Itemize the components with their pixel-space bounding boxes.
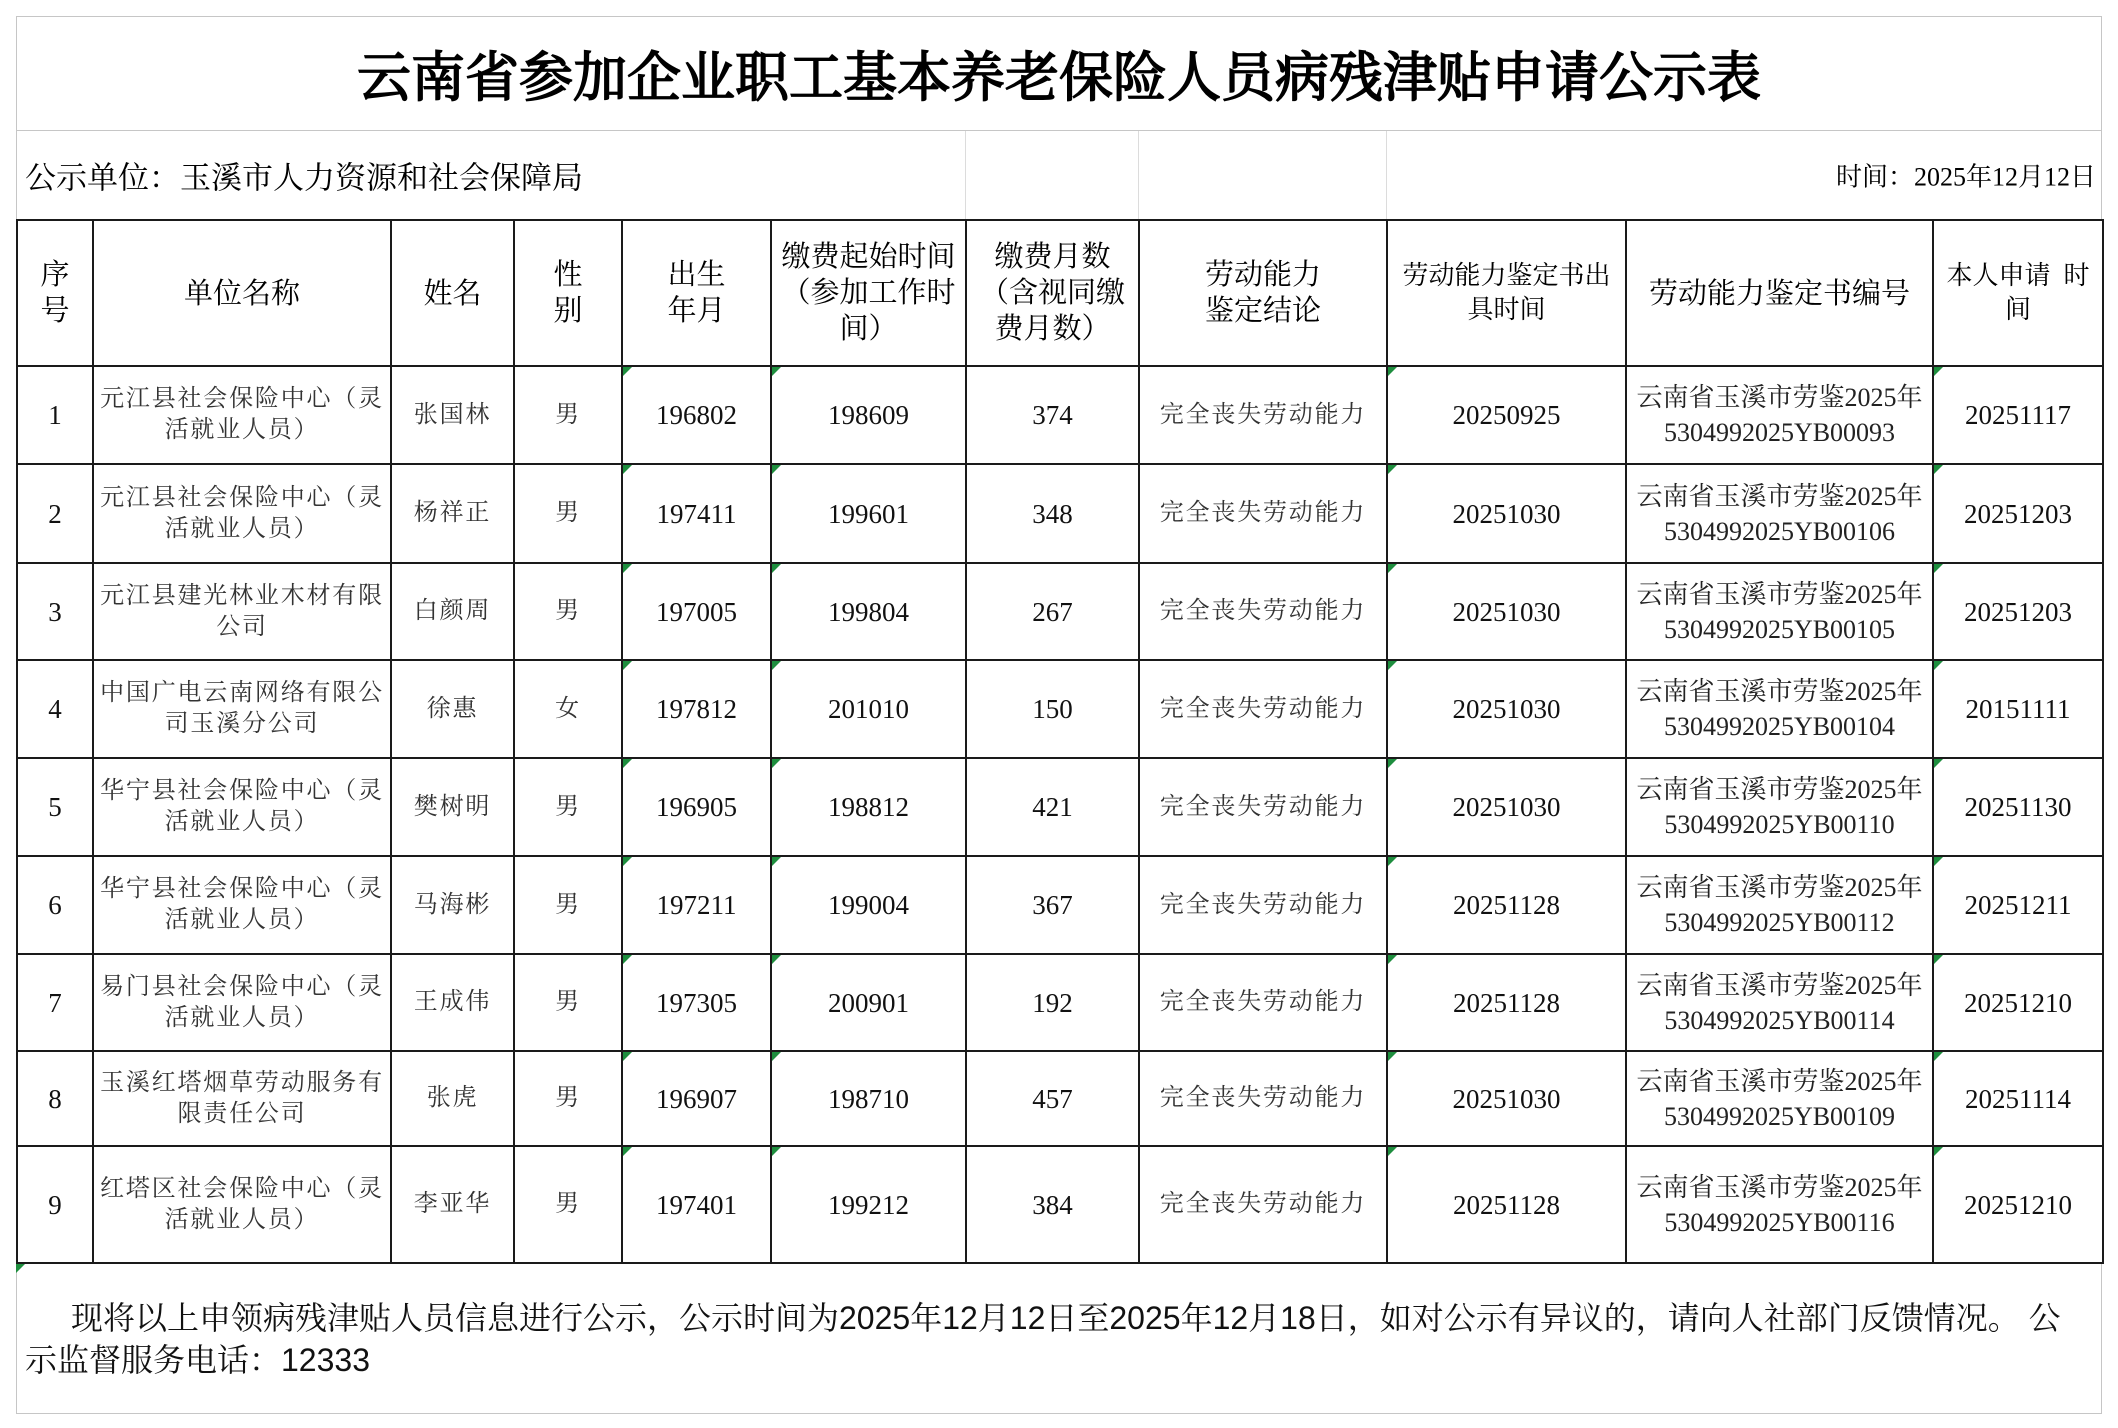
cell-serial: 4: [17, 660, 93, 758]
cell-assessment-cert-no: 云南省玉溪市劳鉴2025年5304992025YB00105: [1626, 563, 1933, 660]
cell-unit-name: 元江县社会保险中心（灵活就业人员）: [93, 366, 391, 464]
cell-gender: 男: [514, 563, 622, 660]
cell-unit-name: 华宁县社会保险中心（灵活就业人员）: [93, 758, 391, 856]
cell-contribution-start: 198812: [771, 758, 966, 856]
cell-application-date: 20251210: [1933, 954, 2103, 1051]
cell-name: 王成伟: [391, 954, 514, 1051]
cell-assessment-cert-no: 云南省玉溪市劳鉴2025年5304992025YB00104: [1626, 660, 1933, 758]
cell-application-date: 20251203: [1933, 563, 2103, 660]
cell-serial: 3: [17, 563, 93, 660]
applicant-table: [16, 219, 2104, 1264]
cell-assessment-date: 20251128: [1387, 856, 1626, 954]
announcement-date: 时间：2025年12月12日: [1835, 162, 2096, 192]
cell-birth-month: 197411: [622, 464, 771, 563]
cell-gender: 男: [514, 464, 622, 563]
cell-name: 樊树明: [391, 758, 514, 856]
cell-contribution-months: 192: [966, 954, 1139, 1051]
cell-name: 张虎: [391, 1051, 514, 1146]
cell-assessment-date: 20251128: [1387, 1146, 1626, 1263]
cell-assessment-conclusion: 完全丧失劳动能力: [1139, 1051, 1387, 1146]
column-header-label: 单位名称: [183, 278, 300, 311]
page-title: 云南省参加企业职工基本养老保险人员病残津贴申请公示表: [357, 45, 1761, 109]
cell-contribution-months: 348: [966, 464, 1139, 563]
column-header-label: 缴费起始时间（参加工作时间）: [781, 241, 956, 345]
cell-assessment-date: 20251030: [1387, 660, 1626, 758]
cell-assessment-conclusion: 完全丧失劳动能力: [1139, 464, 1387, 563]
cell-assessment-date: 20251030: [1387, 563, 1626, 660]
grid-divider: [965, 131, 966, 219]
cell-name: 马海彬: [391, 856, 514, 954]
cell-contribution-start: 198609: [771, 366, 966, 464]
cell-serial: 6: [17, 856, 93, 954]
cell-assessment-date: 20250925: [1387, 366, 1626, 464]
cell-contribution-months: 267: [966, 563, 1139, 660]
cell-birth-month: 197401: [622, 1146, 771, 1263]
cell-name: 徐惠: [391, 660, 514, 758]
cell-birth-month: 196907: [622, 1051, 771, 1146]
cell-assessment-cert-no: 云南省玉溪市劳鉴2025年5304992025YB00114: [1626, 954, 1933, 1051]
cell-name: 李亚华: [391, 1146, 514, 1263]
cell-birth-month: 197005: [622, 563, 771, 660]
footer-notice: [16, 1264, 2102, 1414]
cell-contribution-start: 199804: [771, 563, 966, 660]
cell-assessment-date: 20251030: [1387, 464, 1626, 563]
column-header-label: 姓名: [423, 278, 482, 311]
publisher-label: 公示单位：玉溪市人力资源和社会保障局: [25, 160, 583, 196]
cell-assessment-cert-no: 云南省玉溪市劳鉴2025年5304992025YB00106: [1626, 464, 1933, 563]
column-header-label: 劳动能力鉴定书出具时间: [1402, 261, 1611, 324]
cell-serial: 5: [17, 758, 93, 856]
column-header-assessment-conclusion: [1139, 220, 1387, 366]
cell-assessment-cert-no: 云南省玉溪市劳鉴2025年5304992025YB00110: [1626, 758, 1933, 856]
cell-gender: 男: [514, 366, 622, 464]
cell-birth-month: 197812: [622, 660, 771, 758]
cell-assessment-date: 20251030: [1387, 1051, 1626, 1146]
cell-contribution-months: 384: [966, 1146, 1139, 1263]
column-header-gender: [514, 220, 622, 366]
cell-assessment-cert-no: 云南省玉溪市劳鉴2025年5304992025YB00112: [1626, 856, 1933, 954]
cell-assessment-cert-no: 云南省玉溪市劳鉴2025年5304992025YB00093: [1626, 366, 1933, 464]
cell-assessment-conclusion: 完全丧失劳动能力: [1139, 856, 1387, 954]
cell-application-date: 20151111: [1933, 660, 2103, 758]
cell-gender: 男: [514, 758, 622, 856]
cell-birth-month: 197305: [622, 954, 771, 1051]
column-header-birth-month: [622, 220, 771, 366]
cell-assessment-cert-no: 云南省玉溪市劳鉴2025年5304992025YB00109: [1626, 1051, 1933, 1146]
cell-contribution-start: 199212: [771, 1146, 966, 1263]
column-header-unit: [93, 220, 391, 366]
cell-serial: 2: [17, 464, 93, 563]
cell-serial: 1: [17, 366, 93, 464]
title-row: [16, 16, 2102, 131]
cell-contribution-months: 374: [966, 366, 1139, 464]
cell-contribution-start: 201010: [771, 660, 966, 758]
table-row: [17, 660, 2103, 758]
cell-contribution-start: 199601: [771, 464, 966, 563]
column-header-label: 劳动能力鉴定结论: [1204, 259, 1321, 327]
column-header-assessment-date: [1387, 220, 1626, 366]
cell-assessment-conclusion: 完全丧失劳动能力: [1139, 758, 1387, 856]
column-header-serial: [17, 220, 93, 366]
cell-birth-month: 197211: [622, 856, 771, 954]
cell-application-date: 20251130: [1933, 758, 2103, 856]
cell-contribution-start: 199004: [771, 856, 966, 954]
cell-name: 白颜周: [391, 563, 514, 660]
column-header-contribution-start: [771, 220, 966, 366]
cell-gender: 女: [514, 660, 622, 758]
column-header-label: 劳动能力鉴定书编号: [1648, 278, 1910, 311]
column-header-label: 序号: [40, 259, 70, 327]
cell-contribution-months: 367: [966, 856, 1139, 954]
cell-unit-name: 元江县建光林业木材有限公司: [93, 563, 391, 660]
column-header-assessment-cert-no: [1626, 220, 1933, 366]
cell-contribution-months: 150: [966, 660, 1139, 758]
cell-gender: 男: [514, 1146, 622, 1263]
table-row: [17, 366, 2103, 464]
cell-unit-name: 玉溪红塔烟草劳动服务有限责任公司: [93, 1051, 391, 1146]
cell-gender: 男: [514, 1051, 622, 1146]
table-row: [17, 1051, 2103, 1146]
table-header-row: [17, 220, 2103, 366]
info-row: [16, 131, 2102, 219]
footer-text: 现将以上申领病残津贴人员信息进行公示，公示时间为2025年12月12日至2025年12月18日，如对公示有异议的，请向人社部门反馈情况。 公示监督服务电话：12333: [25, 1299, 2061, 1378]
cell-birth-month: 196802: [622, 366, 771, 464]
table-row: [17, 954, 2103, 1051]
table-row: [17, 856, 2103, 954]
cell-gender: 男: [514, 954, 622, 1051]
column-header-label: 缴费月数（含视同缴费月数）: [979, 241, 1125, 345]
cell-assessment-conclusion: 完全丧失劳动能力: [1139, 1146, 1387, 1263]
cell-assessment-conclusion: 完全丧失劳动能力: [1139, 954, 1387, 1051]
cell-application-date: 20251211: [1933, 856, 2103, 954]
cell-assessment-cert-no: 云南省玉溪市劳鉴2025年5304992025YB00116: [1626, 1146, 1933, 1263]
column-header-label: 本人申请 时间: [1946, 261, 2090, 324]
cell-serial: 9: [17, 1146, 93, 1263]
cell-gender: 男: [514, 856, 622, 954]
cell-unit-name: 华宁县社会保险中心（灵活就业人员）: [93, 856, 391, 954]
cell-assessment-date: 20251030: [1387, 758, 1626, 856]
announcement-sheet: [16, 16, 2102, 1414]
cell-unit-name: 元江县社会保险中心（灵活就业人员）: [93, 464, 391, 563]
cell-application-date: 20251114: [1933, 1051, 2103, 1146]
cell-assessment-conclusion: 完全丧失劳动能力: [1139, 660, 1387, 758]
cell-contribution-months: 421: [966, 758, 1139, 856]
cell-assessment-date: 20251128: [1387, 954, 1626, 1051]
cell-serial: 7: [17, 954, 93, 1051]
column-header-name: [391, 220, 514, 366]
cell-application-date: 20251210: [1933, 1146, 2103, 1263]
column-header-application-date: [1933, 220, 2103, 366]
table-row: [17, 464, 2103, 563]
cell-contribution-months: 457: [966, 1051, 1139, 1146]
cell-unit-name: 红塔区社会保险中心（灵活就业人员）: [93, 1146, 391, 1263]
cell-serial: 8: [17, 1051, 93, 1146]
grid-divider: [1138, 131, 1139, 219]
grid-divider: [1386, 131, 1387, 219]
cell-contribution-start: 200901: [771, 954, 966, 1051]
cell-unit-name: 易门县社会保险中心（灵活就业人员）: [93, 954, 391, 1051]
column-header-contribution-months: [966, 220, 1139, 366]
cell-contribution-start: 198710: [771, 1051, 966, 1146]
table-row: [17, 563, 2103, 660]
cell-name: 杨祥正: [391, 464, 514, 563]
column-header-label: 出生年月: [667, 259, 726, 327]
cell-name: 张国林: [391, 366, 514, 464]
column-header-label: 性别: [553, 259, 583, 327]
table-row: [17, 758, 2103, 856]
cell-birth-month: 196905: [622, 758, 771, 856]
cell-assessment-conclusion: 完全丧失劳动能力: [1139, 366, 1387, 464]
cell-unit-name: 中国广电云南网络有限公司玉溪分公司: [93, 660, 391, 758]
cell-application-date: 20251117: [1933, 366, 2103, 464]
cell-application-date: 20251203: [1933, 464, 2103, 563]
table-row: [17, 1146, 2103, 1263]
cell-assessment-conclusion: 完全丧失劳动能力: [1139, 563, 1387, 660]
